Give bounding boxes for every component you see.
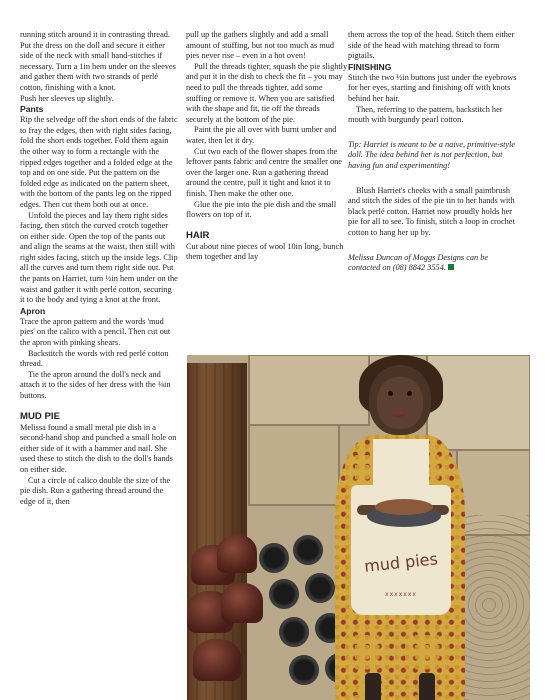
doll-photo	[187, 355, 530, 700]
mud-pie	[375, 499, 433, 515]
apron-embroidery: mud pies	[363, 549, 439, 576]
apron-cross-stitch: xxxxxxx	[385, 591, 417, 598]
doll-leg-right	[419, 673, 435, 700]
tip-text: Tip: Harriet is meant to be a naive, primitive-style doll. The idea behind her is not perfection, but having fun and experimenting!	[348, 139, 516, 170]
paragraph: Then, referring to the pattern, backstitch her mouth with burgundy pearl cotton.	[348, 104, 503, 125]
paragraph: Tie the apron around the doll's neck and attach it to the sides of her dress with the ⅜in buttons.	[20, 369, 171, 400]
doll-leg-left	[365, 673, 381, 700]
section-heading-apron: Apron	[20, 305, 46, 316]
paragraph: Stitch the two ½in buttons just under the eyebrows for her eyes, starting and finishing off with knots behind her hair.	[348, 72, 517, 103]
paragraph: running stitch around it in contrasting thread. Put the dress on the doll and secure it either side of the neck with small hand-stitches if necessary. Turn a 1in hem under on the sleeves and gather them with two strands of perlé cotton, finishing with a knot.	[20, 30, 176, 92]
end-mark-icon	[448, 264, 454, 270]
paragraph: Cut two each of the flower shapes from the leftover pants fabric and centre the smaller one over the larger one. Run a gathering thread around the centre, pull it tight and knot it to finish. Then make the other one.	[186, 146, 342, 198]
paragraph: Cut a circle of calico double the size of the pie dish. Run a gathering thread around the edge of it, then	[20, 475, 171, 506]
section-heading-mud-pie: MUD PIE	[20, 410, 60, 422]
paragraph: Glue the pie into the pie dish and the small flowers on top of it.	[186, 199, 337, 220]
doll-eye-right	[407, 391, 412, 396]
section-heading-pants: Pants	[20, 104, 44, 115]
paragraph: Rip the selvedge off the short ends of the fabric to fray the edges, then with right sides facing, fold the short ends together. Fold them again the other way to form a rectangle with the ripped edges together and a folded edge at the top and on one side. Put the pattern on the folded edge as indicated on the pattern sheet, with the bottom of the pants leg on the ripped edges. Then cut them both out at once.	[20, 115, 178, 209]
paragraph: pull up the gathers slightly and add a small amount of stuffing, but not too much as mud pies never rise – even in a hot oven!	[186, 30, 335, 61]
section-heading-finishing: FINISHING	[348, 61, 392, 72]
paragraph: Backstitch the words with red perlé cotton thread.	[20, 348, 169, 369]
paragraph: Cut about nine pieces of wool 10in long, bunch them together and lay	[186, 241, 344, 262]
doll-face	[377, 377, 423, 429]
article-column-3	[348, 30, 518, 274]
designer-credit	[348, 253, 518, 274]
paragraph: Pull the threads tighter, squash the pie slightly and put it in the dish to check the fit – you may need to pull the threads tighter, add some stuffing or remove it. When you are satisfied with the shape and fit, tie off the threads securely at the bottom of the pie.	[186, 61, 348, 124]
paragraph: Unfold the pieces and lay them right sides facing, then stitch the curved crotch together on either side. Open the top of the pants out and align the seams at the waist, then still with right sides facing, stitch up the inside legs. Clip all the curves and turn them right side out. Put the pants on Harriet, turn ½in hem under on the waist and gather it with perlé cotton, securing it to the body and tying a knot at the front.	[20, 210, 178, 305]
article-column-2	[186, 30, 348, 263]
paragraph: Blush Harriet's cheeks with a small paintbrush and stitch the sides of the pie tin to her hands with black perlé cotton. Harriet now proudly holds her pie for all to see. To finish, stitch a loop in crochet cotton to hang her up by.	[348, 185, 515, 237]
section-heading-hair: HAIR	[186, 229, 210, 241]
paragraph: them across the top of the head. Stitch them either side of the head with matching thread to form pigtails.	[348, 30, 515, 61]
article-column-1	[20, 30, 178, 507]
credit-text: Melissa Duncan of Moggs Designs can be contacted on (08) 8842 3554.	[348, 252, 489, 273]
paragraph: Paint the pie all over with burnt umber and water, then let it dry.	[186, 125, 337, 145]
doll-eye-left	[388, 391, 393, 396]
paragraph: Melissa found a small metal pie dish in a second-hand shop and punched a small hole on either side of it with a hammer and nail. She used these to stitch the dish to the doll's hands on either side.	[20, 422, 177, 474]
paragraph: Trace the apron pattern and the words 'mud pies' on the calico with a pencil. Then cut out the apron with pinking shears.	[20, 316, 171, 348]
paragraph: Push her sleeves up slightly.	[20, 93, 114, 103]
